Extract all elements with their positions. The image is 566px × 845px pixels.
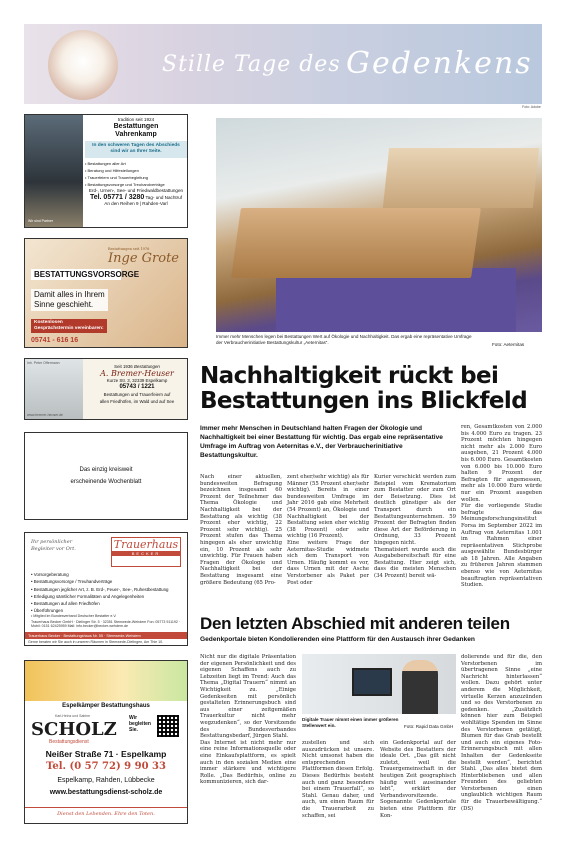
grote-cost-line2: Gesprächstermin vereinbaren: bbox=[34, 326, 104, 331]
bremer-address: Kurze Str. 3, 32339 Espelkamp bbox=[106, 378, 168, 383]
vahrenkamp-name2: Vahrenkamp bbox=[115, 131, 157, 139]
scholz-name: SCHOLZ bbox=[31, 719, 117, 740]
vahrenkamp-list-item: • Beratung und Hilfestellungen bbox=[85, 167, 139, 173]
grote-tel[interactable]: 05741 - 616 16 bbox=[31, 337, 79, 344]
becker-list-item: • Bestattungsvorsorge / Treuhandverträge bbox=[31, 579, 113, 585]
bremer-note1: Bestattungen und Trauerfeiern auf bbox=[103, 392, 171, 397]
banner-title-part1: Stille Tage des bbox=[162, 52, 341, 77]
wochenblatt-line2: erscheinende Wochenblatt bbox=[70, 479, 142, 485]
bremer-since: Seit 1936 bbox=[114, 364, 133, 369]
scholz-name-sub: Bestattungsdienst bbox=[49, 739, 89, 745]
article1-lead: Immer mehr Menschen in Deutschland halten Fragen der Ökologie und Nachhaltigkeit bei einer Bestattung für wichtig. Das ergab eine repräsentative Umfrage im Auftrag von Aeternitas e.V., der Verbraucherinitiative Bestattungskultur. bbox=[200, 425, 443, 459]
becker-list-item: • Mitglied im Bundesverband Deutscher Bestatter e.V. bbox=[31, 614, 117, 618]
article1-photo-credit: Foto: Aeternitas bbox=[492, 342, 525, 347]
grote-slogan-line2: Sinne geschieht. bbox=[34, 300, 94, 309]
bremer-tel[interactable]: 05743 / 1221 bbox=[119, 384, 155, 390]
article2-column: Nicht nur die digitale Präsentation der eigenen Persönlichkeit und des eigenen Schaffens auch zu Lebzeiten liegt im Trend: Auch das Thema „Digital Trauern“ nimmt an Wichtigkeit zu. „Einige Gedenkseiten mit persönlich gestalteten Erinnerungsbuch sind aus einer zeitgemäßen Trauerkultur nicht mehr wegzudenken“, so der Vorsitzende des Bundesverbandes Bestattungsbedarf, Jürgen Stahl. Das Internet ist nicht mehr nur eine reine Informationsquelle oder eine Einkaufsplattform, es spielt auch in den sozialen Medien eine immer stärkere und wichtigere Rolle. „Das Bedürfnis, online zu kommunizieren, sich dar- bbox=[200, 654, 296, 786]
becker-bar: Trauerhaus Becker · Bestattungshaus Nr. 55 · Stemwede-Wehdem bbox=[25, 632, 187, 639]
vahrenkamp-slogan: In den schweren Tagen des Abschieds sind wir an Ihrer Seite. bbox=[85, 141, 187, 157]
vahrenkamp-tel-note: Tag- und Nachtruf bbox=[145, 194, 183, 200]
scholz-motto: Dienst den Lebenden. Ehre den Toten. bbox=[25, 807, 187, 817]
bremer-name: A. Bremer-Heuser bbox=[100, 369, 174, 378]
digital-mourning-photo bbox=[302, 654, 456, 714]
partner-note: Wir sind Partner bbox=[28, 219, 54, 223]
vahrenkamp-address: An den Reihen 9 | Rahden-Varl bbox=[104, 200, 168, 206]
ad-wochenblatt bbox=[24, 432, 188, 520]
grote-slogan-line1: Damit alles in Ihrem bbox=[34, 290, 105, 299]
autumn-leaves-image bbox=[25, 661, 187, 701]
ad-scholz[interactable] bbox=[24, 660, 188, 824]
becker-list-item: • Vorsorgeberatung bbox=[31, 572, 69, 577]
becker-list-item: • Bestattungen auf allen Friedhöfen bbox=[31, 601, 100, 607]
article1-headline: Nachhaltigkeit rückt bei Bestattungen ins Blickfeld bbox=[200, 363, 528, 414]
banner-credit: Foto: Adobe bbox=[522, 105, 541, 109]
article2-headline: Den letzten Abschied mit anderen teilen bbox=[200, 614, 510, 633]
becker-list-item: • Überführungen bbox=[31, 608, 64, 614]
tree-image bbox=[25, 359, 83, 419]
ad-vahrenkamp[interactable] bbox=[24, 114, 188, 228]
scholz-cities: Espelkamp, Rahden, Lübbecke bbox=[57, 777, 155, 784]
qr-code-icon[interactable] bbox=[157, 715, 179, 737]
scholz-tel[interactable]: Tel. (0 57 72) 9 90 33 bbox=[46, 761, 166, 772]
article2-caption: Digitale Trauer nimmt einen immer größeren Stellenwert ein. bbox=[302, 717, 399, 728]
coffin-photo bbox=[216, 118, 542, 332]
becker-pers2: Begleiter vor Ort. bbox=[31, 546, 76, 552]
bremer-url[interactable]: www.bremer-heuser.de bbox=[27, 413, 63, 417]
article1-column: ren, Gesamtkosten von 2.000 bis 4.000 Euro zu tragen. 23 Prozent möchten hingegen nicht mehr als 2.000 Euro ausgeben, 21 Prozent 4.000 bis 6.000 Euro. Gesamtkosten von 6.000 bis 10.000 Euro halten 9 Prozent der Befragten für angemessen, mehr als 10.000 Euro würde nur ein Prozent ausgeben wollen. Für die vorliegende Studie befragte das Meinungsforschungsinstitut Forsa im September 2022 im Auftrag von Aeternitas 1.001 im Rahmen einer repräsentativen Stichprobe ausgewählte Bundesbürger ab 18 Jahren. Alle Angaben zu früheren Jahren stammen ebenso wie von Aeternitas beauftragten repräsentativen Studien. bbox=[461, 424, 542, 589]
becker-address: Trauerhaus Becker GmbH · Dielinger Str. 5 · 32351 Stemwede-Wehdem Fon: 05773 911192 · Mobil: 0151 62425959 Mail: info.becker@becker-wehdem.de bbox=[31, 620, 181, 629]
becker-bar2: Gerne beraten wir Sie auch in unseren Räumen in Stemwede-Dielingen, Am Thie 10. bbox=[28, 640, 164, 644]
vahrenkamp-list-item: • Bestattungen aller Art bbox=[85, 160, 126, 166]
article2-column: ein Gedenkportal auf der Website des Bestatters der ideale Ort. „Das gilt nicht zuletzt, weil die Trauergemeinschaft in der heutigen Zeit geographisch häufig weit auseinander lebt“, erklärt der Verbandsvorsitzende. Sogenannte Gedenkportale bieten eine Plattform für Kon- bbox=[380, 740, 456, 819]
header-banner bbox=[24, 24, 542, 104]
ad-inge-grote[interactable] bbox=[24, 238, 188, 348]
article1-column: zent eher/sehr wichtig) als für Männer (55 Prozent eher/sehr wichtig). Bereits in einer bundesweiten Umfrage im Jahr 2016 gab eine Mehrheit (54 Prozent) an, Ökologie und Nachhaltigkeit bei der Bestattung seien eher wichtig (38 Prozent) oder sehr wichtig (16 Prozent). Eine weitere Frage der Aeternitas-Studie widmete sich dem Transport von Urnen. Häufig kommt es vor, dass Urnen mit der Asche Verstorbener als Paket per Post oder bbox=[287, 474, 369, 586]
bremer-title: Bestattungen bbox=[133, 364, 160, 369]
article1-column: Nach einer aktuellen, bundesweiten Befragung bezeichnen insgesamt 60 Prozent der Teilnehmer das Thema Ökologie und Nachhaltigkeit bei der Bestattung als wichtig (38 Prozent eher wichtig, 22 Prozent sehr wichtig). 25 Prozent stufen das Thema hingegen als eher unwichtig ein, 10 Prozent als sehr unwichtig. Für Frauen haben Fragen der Ökologie und Nachhaltigkeit bei der Bestattung insgesamt eine größere Bedeutung (65 Pro- bbox=[200, 474, 282, 586]
bremer-owner: Inh. Peter Offermann bbox=[27, 361, 60, 365]
article2-column: zustellen und sich auszudrücken ist unsere. Nicht umsonst haben die entsprechenden Plattformen diesen Erfolg. Dieses Bedürfnis besteht auch und ganz besonders bei einem Trauerfall“, so Stahl. Genau daher, und auch, um einen Raum für die Trauerarbeit zu schaffen, sei bbox=[302, 740, 374, 819]
vahrenkamp-tel[interactable]: Tel. 05771 / 3280 bbox=[89, 193, 145, 201]
article2-lead: Gedenkportale bieten Kondolierenden eine Plattform für den Austausch ihrer Gedanken bbox=[200, 636, 475, 643]
ad-trauerhaus-becker[interactable] bbox=[24, 532, 188, 646]
becker-logo: Trauerhaus BECKER bbox=[111, 537, 181, 567]
candle-image bbox=[48, 30, 118, 100]
vahrenkamp-tradition: tradition seit 1924 bbox=[117, 117, 155, 122]
grote-heading: BESTATTUNGSVORSORGE bbox=[31, 269, 121, 280]
article1-column: Kurier verschickt werden zum Beispiel vom Krematorium zum Bestatter oder zum Ort der Beisetzung. Dies ist deutlich günstiger als der Transport durch ein Bestattungsunternehmen. 59 Prozent der Befragten finden diese Art der Beförderung in Ordnung, 33 Prozent hingegen nicht. Thematisiert wurde auch die Ausgabebereitschaft für eine Bestattung. Hier zeigt sich, dass die meisten Menschen (34 Prozent) bereit wä- bbox=[374, 474, 456, 579]
becker-list-item: • Erledigung sämtlicher Formalitäten und Angelegenheiten bbox=[31, 593, 145, 599]
wochenblatt-line1: Das einzig kreisweit bbox=[79, 467, 133, 473]
vahrenkamp-list-item: • Bestattungsvorsorge und Treuhandverträge bbox=[85, 182, 165, 188]
becker-list-item: • Bestattungen jeglicher Art, z. B. Erd-, Feuer-, See-, Ruhestbestattung bbox=[31, 586, 169, 592]
vahrenkamp-types: Erd-, Urnen-, See- und Friedwaldbestattungen bbox=[88, 188, 184, 194]
scholz-address: Neißer Straße 71 · Espelkamp bbox=[45, 749, 167, 759]
ad-bremer-heuser[interactable] bbox=[24, 358, 188, 420]
bremer-note2: allen Friedhöfen, im Wald und auf See bbox=[99, 399, 175, 404]
vahrenkamp-name1: Bestattungen bbox=[113, 123, 159, 131]
vahrenkamp-list-item: • Trauerfeiern und Trauerbegleitung bbox=[85, 175, 148, 181]
becker-pers1: Ihr persönlicher bbox=[31, 539, 73, 545]
article2-column: dolierende und für die, den Verstorbenen im übertragenen Sinne „eine Nachricht hinterlassen“ wollen. Dazu gehört unter anderem die Möglichkeit, virtuelle Kerzen anzuzünden und so des Verstorbenen zu gedenken. „Zusätzlich können hier zum Beispiel wohltätige Spenden im Sinne des Verstorbenen getätigt, Blumen für das Grab bestellt und auch ein eigenes Foto-Erinnerungsbuch mit allen Inhalten der Gedenkseite bestellt werden“, berichtet Stahl. „Das alles bietet dem Hinterbliebenen und allen Freunden des geliebten Verstorbenen einen unglaublich wichtigen Raum für die Trauerbewältigung.“ (DS) bbox=[461, 654, 542, 812]
article2-photo-credit: Foto: Rapid Data GmbH bbox=[404, 724, 454, 729]
scholz-small: Karl-Heinz und Sabine bbox=[55, 714, 91, 718]
grote-cost-line1: Kostenlosen bbox=[34, 320, 63, 325]
article1-caption: Immer mehr Menschen legen bei Bestattungen Wert auf Ökologie und Nachhaltigkeit. Das ergab eine repräsentative Umfrage der Verbraucherinitiative Bestattungskultur „Aeternitas“. bbox=[216, 334, 472, 345]
banner-title-part2: Gedenkens bbox=[346, 46, 533, 81]
scholz-url[interactable]: www.bestattungsdienst-scholz.de bbox=[49, 789, 163, 796]
angel-statue-image bbox=[25, 115, 83, 227]
scholz-sub: Espelkämper Bestattungshaus bbox=[62, 703, 150, 709]
scholz-wir: Wir begleiten Sie. bbox=[129, 715, 151, 733]
grote-logo: Bestattungen seit 1976 Inge Grote bbox=[108, 247, 179, 266]
